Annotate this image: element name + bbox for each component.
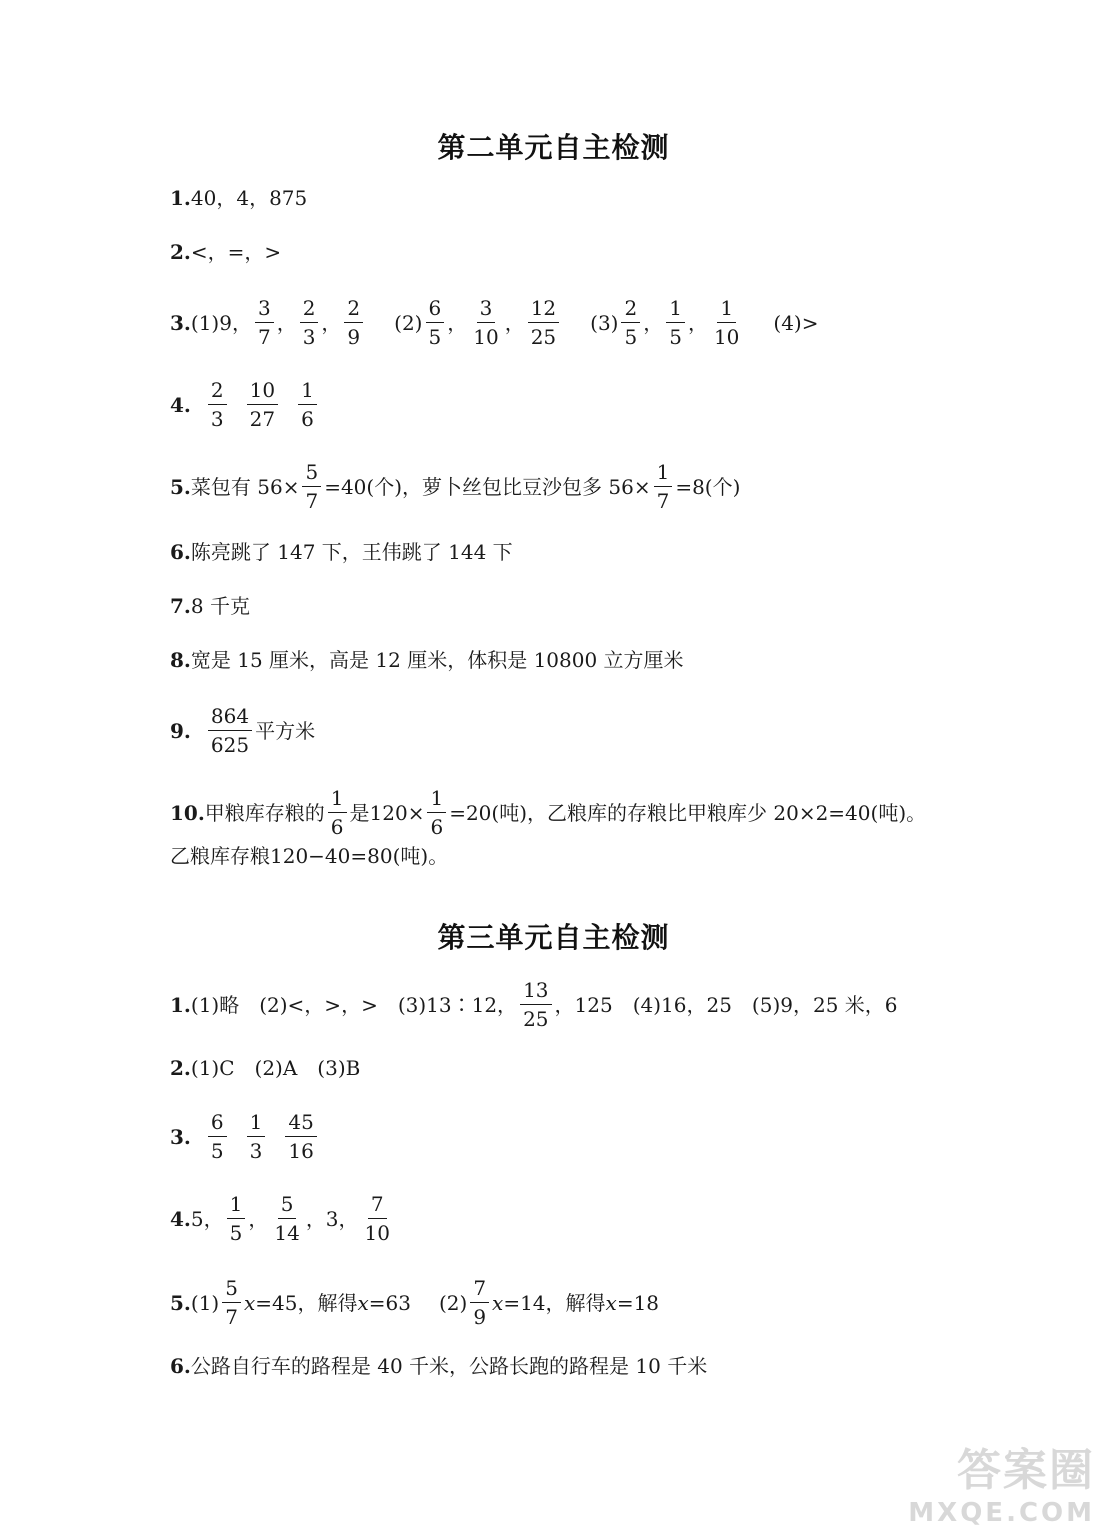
section-title-unit-2: 第二单元自主检测 <box>437 131 670 164</box>
answer-text: (1) <box>190 1290 220 1315</box>
question-number: 1. <box>170 992 191 1017</box>
question-number: 6. <box>170 540 191 564</box>
question-number: 3. <box>170 1124 191 1149</box>
question-number: 4. <box>170 1206 191 1231</box>
fraction: $\frac{1}{3}$ <box>247 1110 266 1163</box>
answer-text: (1)9， <box>190 310 252 335</box>
fraction: $\frac{2}{9}$ <box>344 296 363 349</box>
answer-text: 平方米 <box>255 718 316 743</box>
answer-2-5 <box>170 460 740 513</box>
answer-text: 是120× <box>349 800 425 825</box>
variable: x <box>357 1290 369 1315</box>
answer-text: ，3， <box>305 1206 359 1231</box>
answer-2-9 <box>170 704 315 757</box>
answer-text: (1)略 (2)<，>，> (3)13∶12， <box>190 992 518 1017</box>
answer-3-3 <box>170 1110 320 1163</box>
question-number: 5. <box>170 1290 191 1315</box>
answer-2-1 <box>170 188 307 208</box>
question-number: 2. <box>170 1056 191 1080</box>
answer-text: =8(个) <box>675 474 741 499</box>
answer-text: =45，解得 <box>255 1290 358 1315</box>
fraction: $\frac{2}{3}$ <box>300 296 319 349</box>
answer-text: <，=，> <box>190 240 282 264</box>
question-number: 8. <box>170 648 191 672</box>
variable: x <box>605 1290 617 1315</box>
answer-text: 40，4，875 <box>190 186 308 210</box>
answer-2-4 <box>170 378 320 431</box>
answer-text: ， <box>248 1206 269 1231</box>
question-number: 10. <box>170 800 205 825</box>
fraction: $\frac{5}{7}$ <box>302 460 321 513</box>
answer-text: 8 千克 <box>190 594 250 618</box>
question-number: 2. <box>170 240 191 264</box>
fraction: $\frac{1}{10}$ <box>713 296 740 349</box>
fraction: $\frac{45}{16}$ <box>285 1110 316 1163</box>
fraction: $\frac{3}{10}$ <box>473 296 499 349</box>
answer-text: 乙粮库存粮120−40=80(吨)。 <box>170 844 449 868</box>
answer-2-3 <box>170 296 819 349</box>
answer-text: (1)C (2)A (3)B <box>190 1056 361 1080</box>
fraction: $\frac{2}{3}$ <box>208 378 227 431</box>
question-number: 5. <box>170 474 191 499</box>
answer-3-4 <box>170 1192 396 1245</box>
answer-text: (4)> <box>773 310 819 335</box>
answer-text: (2) <box>394 310 423 335</box>
fraction: $\frac{5}{7}$ <box>222 1276 241 1329</box>
answer-3-6 <box>170 1356 707 1376</box>
answer-text: ， <box>643 310 664 335</box>
fraction: $\frac{7}{9}$ <box>470 1276 489 1329</box>
answer-text: =40(个)，萝卜丝包比豆沙包多 56× <box>324 474 651 499</box>
question-number: 7. <box>170 594 191 618</box>
fraction: $\frac{6}{5}$ <box>208 1110 227 1163</box>
fraction: $\frac{6}{5}$ <box>426 296 445 349</box>
question-number: 9. <box>170 718 191 743</box>
answer-text: ， <box>321 310 342 335</box>
fraction: $\frac{10}{27}$ <box>247 378 278 431</box>
answer-text: (2) <box>438 1290 468 1315</box>
answer-2-7 <box>170 596 250 616</box>
fraction: $\frac{1}{5}$ <box>227 1192 246 1245</box>
answer-text: ， <box>447 310 468 335</box>
answer-text: ，125 (4)16，25 (5)9，25 米，6 <box>554 992 898 1017</box>
fraction: $\frac{864}{625}$ <box>208 704 252 757</box>
answer-text: ， <box>504 310 525 335</box>
question-number: 1. <box>170 186 191 210</box>
answer-text: 公路自行车的路程是 40 千米，公路长跑的路程是 10 千米 <box>190 1354 708 1378</box>
answer-text: =63 <box>368 1290 411 1315</box>
fraction: $\frac{12}{25}$ <box>528 296 559 349</box>
answer-text: =14，解得 <box>503 1290 606 1315</box>
answer-text: 甲粮库存粮的 <box>204 800 325 825</box>
section-title-unit-3: 第三单元自主检测 <box>437 921 670 954</box>
answer-3-2 <box>170 1058 360 1078</box>
fraction: $\frac{1}{5}$ <box>666 296 685 349</box>
variable: x <box>492 1290 504 1315</box>
answer-2-2 <box>170 242 281 262</box>
question-number: 6. <box>170 1354 191 1378</box>
answer-3-1 <box>170 978 898 1031</box>
answer-text: 陈亮跳了 147 下，王伟跳了 144 下 <box>190 540 513 564</box>
fraction: $\frac{1}{6}$ <box>328 786 347 839</box>
answer-text: ， <box>276 310 297 335</box>
answer-text: 宽是 15 厘米，高是 12 厘米，体积是 10800 立方厘米 <box>190 648 684 672</box>
answer-text: (3) <box>590 310 619 335</box>
answer-3-5 <box>170 1276 659 1329</box>
question-number: 4. <box>170 392 191 417</box>
variable: x <box>243 1290 256 1315</box>
watermark-logo <box>908 1434 1095 1528</box>
fraction: $\frac{1}{6}$ <box>298 378 317 431</box>
fraction: $\frac{1}{7}$ <box>654 460 673 513</box>
fraction: $\frac{1}{6}$ <box>427 786 446 839</box>
answer-2-8 <box>170 650 684 670</box>
fraction: $\frac{2}{5}$ <box>621 296 640 349</box>
answer-text: 5， <box>190 1206 224 1231</box>
fraction: $\frac{3}{7}$ <box>255 296 274 349</box>
answer-text: 菜包有 56× <box>190 474 300 499</box>
answer-text: ， <box>687 310 708 335</box>
watermark-bottom: MXQE.COM <box>908 1498 1095 1528</box>
answer-2-10-line-2 <box>170 846 448 866</box>
watermark-top: 答案圈 <box>957 1445 1095 1496</box>
answer-text: =18 <box>616 1290 660 1315</box>
question-number: 3. <box>170 310 191 335</box>
answer-2-6 <box>170 542 513 562</box>
fraction: $\frac{13}{25}$ <box>520 978 551 1031</box>
answer-text: =20(吨)，乙粮库的存粮比甲粮库少 20×2=40(吨)。 <box>449 800 927 825</box>
answer-2-10 <box>170 786 926 839</box>
fraction: $\frac{5}{14}$ <box>274 1192 300 1245</box>
fraction: $\frac{7}{10}$ <box>364 1192 390 1245</box>
